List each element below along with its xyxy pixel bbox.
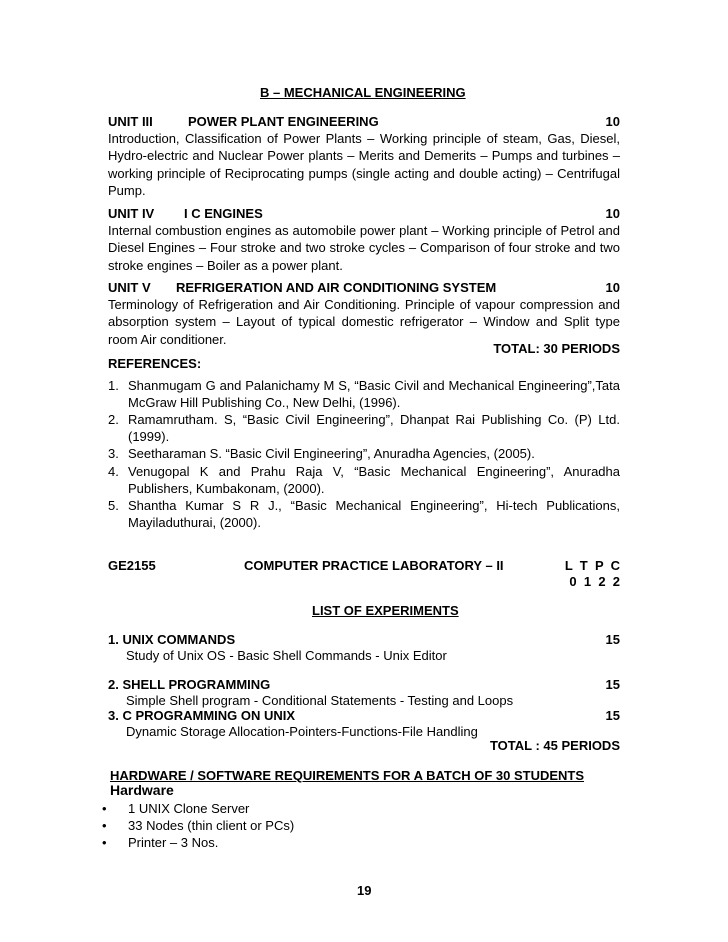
reference-number: 5. [108, 498, 119, 513]
hardware-item-text: Printer – 3 Nos. [128, 835, 219, 850]
reference-item [108, 411, 620, 445]
experiment-description: Dynamic Storage Allocation-Pointers-Functions-File Handling [126, 724, 478, 739]
bullet-icon: • [102, 818, 107, 833]
unit-hours: 10 [605, 114, 620, 129]
experiment-title: 1. UNIX COMMANDS [108, 632, 236, 647]
section-title: B – MECHANICAL ENGINEERING [260, 85, 466, 100]
course-title: COMPUTER PRACTICE LABORATORY – II [244, 558, 504, 573]
unit-title: I C ENGINES [184, 206, 263, 221]
ltpc-labels: L T P C [564, 558, 620, 573]
reference-number: 2. [108, 412, 119, 427]
reference-number: 3. [108, 446, 119, 461]
experiment-description: Simple Shell program - Conditional Statements - Testing and Loops [126, 693, 514, 708]
total-periods: TOTAL: 30 PERIODS [493, 341, 620, 356]
hardware-item-text: 33 Nodes (thin client or PCs) [128, 818, 295, 833]
hardware-item [102, 817, 294, 834]
reference-text: Shantha Kumar S R J., “Basic Mechanical Engineering”, Hi-tech Publications, Mayiladuthurai, (2000). [128, 498, 620, 530]
reference-item [108, 463, 620, 497]
ltpc-values: 0 1 2 2 [569, 574, 620, 589]
reference-item [108, 497, 620, 531]
reference-item [108, 445, 620, 462]
reference-text: Venugopal K and Prahu Raja V, “Basic Mechanical Engineering”, Anuradha Publishers, Kumbakonam, (2000). [128, 464, 620, 496]
reference-number: 1. [108, 378, 119, 393]
course-code: GE2155 [108, 558, 156, 573]
reference-text: Shanmugam G and Palanichamy M S, “Basic Civil and Mechanical Engineering”,Tata McGraw Hill Publishing Co., New Delhi, (1996). [128, 378, 620, 410]
hardware-software-heading: HARDWARE / SOFTWARE REQUIREMENTS FOR A BATCH OF 30 STUDENTS [110, 768, 585, 783]
unit-description: Internal combustion engines as automobile power plant – Working principle of Petrol and Diesel Engines – Four stroke and two stroke cycles – Comparison of four stroke and two stroke engines – Boiler as a power plant. [108, 223, 620, 273]
hardware-item [102, 800, 249, 817]
experiment-title: 2. SHELL PROGRAMMING [108, 677, 271, 692]
unit-hours: 10 [605, 206, 620, 221]
hardware-subheading: Hardware [110, 782, 174, 798]
reference-text: Seetharaman S. “Basic Civil Engineering”, Anuradha Agencies, (2005). [128, 446, 535, 461]
hardware-item [102, 834, 218, 851]
experiment-hours: 15 [605, 708, 620, 723]
experiment-description: Study of Unix OS - Basic Shell Commands - Unix Editor [126, 648, 447, 663]
hardware-item-text: 1 UNIX Clone Server [128, 801, 250, 816]
bullet-icon: • [102, 835, 107, 850]
unit-code: UNIT III [108, 114, 153, 129]
unit-hours: 10 [605, 280, 620, 295]
experiment-title: 3. C PROGRAMMING ON UNIX [108, 708, 296, 723]
unit-code: UNIT IV [108, 206, 155, 221]
experiment-hours: 15 [605, 677, 620, 692]
reference-item [108, 377, 620, 411]
reference-text: Ramamrutham. S, “Basic Civil Engineering”, Dhanpat Rai Publishing Co. (P) Ltd. (1999). [128, 412, 620, 444]
unit-description: Terminology of Refrigeration and Air Conditioning. Principle of vapour compression and absorption system – Layout of typical domestic refrigerator – Window and Split type room Air conditioner. [108, 297, 620, 347]
total-periods: TOTAL : 45 PERIODS [489, 738, 620, 753]
unit-description: Introduction, Classification of Power Plants – Working principle of steam, Gas, Diesel, Hydro-electric and Nuclear Power plants – Merits and Demerits – Pumps and turbines – working principle of Reciprocating pumps (single acting and double acting) – Centrifugal Pump. [108, 131, 620, 198]
bullet-icon: • [102, 801, 107, 816]
unit-code: UNIT V [108, 280, 151, 295]
list-heading: LIST OF EXPERIMENTS [312, 603, 459, 618]
references-heading: REFERENCES: [108, 356, 202, 371]
page-number: 19 [357, 883, 372, 898]
experiment-hours: 15 [605, 632, 620, 647]
unit-title: POWER PLANT ENGINEERING [188, 114, 379, 129]
reference-number: 4. [108, 464, 119, 479]
unit-title: REFRIGERATION AND AIR CONDITIONING SYSTEM [176, 280, 497, 295]
